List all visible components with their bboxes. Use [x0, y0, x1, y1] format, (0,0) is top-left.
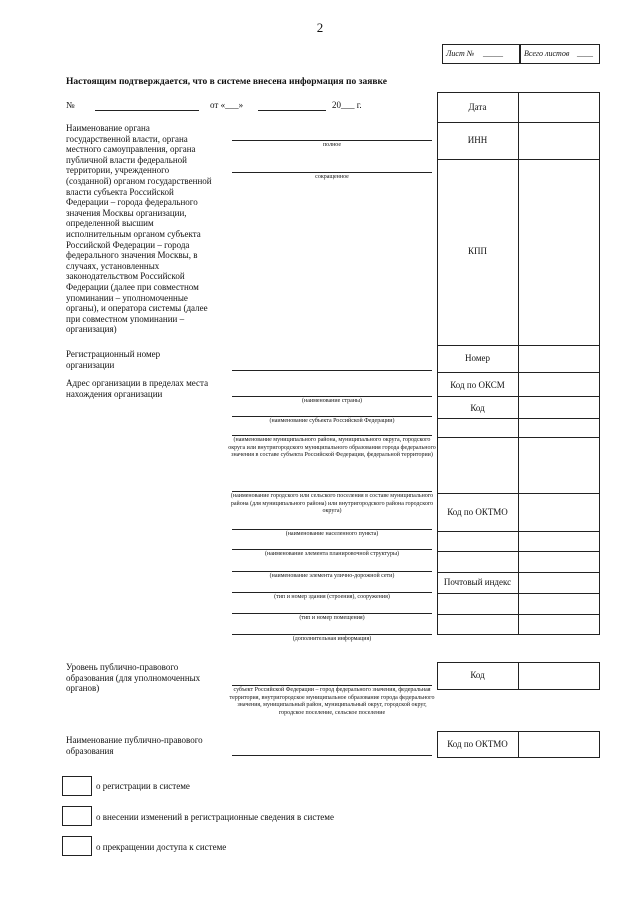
level-label: Уровень публично-правового образования (для уполномоченных органов) — [66, 662, 201, 694]
total-blank: ____ — [577, 49, 593, 58]
date-value[interactable] — [519, 93, 599, 121]
room-field[interactable] — [232, 613, 432, 614]
termination-checkbox[interactable] — [62, 836, 92, 856]
ppo-oktmo-value[interactable] — [519, 732, 599, 757]
reg-number-field[interactable] — [232, 370, 432, 371]
confirmation-heading: Настоящим подтверждается, что в системе внесена информация по заявке — [66, 77, 387, 87]
short-name-field[interactable] — [232, 172, 432, 173]
oktmo-label: Код по ОКТМО — [447, 507, 508, 517]
building-field[interactable] — [232, 592, 432, 593]
country-caption: (наименование страны) — [301, 398, 363, 404]
level-code-value[interactable] — [519, 663, 599, 689]
full-caption: полное — [322, 142, 342, 148]
country-field[interactable] — [232, 396, 432, 397]
extra-field[interactable] — [232, 634, 432, 635]
code-label: Код — [470, 403, 485, 413]
page-number: 2 — [316, 20, 324, 35]
oksm-value[interactable] — [519, 373, 599, 395]
subject-field[interactable] — [232, 416, 432, 417]
settlement-caption: (наименование городского или сельского поселения в составе муниципального района (для муниципального района) или внутригородского района городского округа) — [230, 493, 434, 514]
request-from-label: от «___» — [210, 100, 244, 110]
changes-checkbox-label: о внесении изменений в регистрационные сведения в системе — [96, 812, 334, 822]
planning-caption: (наименование элемента планировочной структуры) — [265, 551, 399, 557]
reg-number-label: Регистрационный номер организации — [66, 349, 161, 370]
building-caption: (тип и номер здания (строения), сооружения) — [274, 594, 390, 600]
oksm-label: Код по ОКСМ — [450, 380, 505, 390]
level-code-label: Код — [470, 670, 485, 680]
inn-label: ИНН — [467, 135, 488, 145]
subject-caption: (наименование субъекта Российской Федерации) — [269, 418, 395, 424]
request-no-label: № — [66, 100, 75, 110]
locality-caption: (наименование населенного пункта) — [285, 531, 379, 537]
extra-caption: (дополнительная информация) — [292, 636, 372, 642]
sheet-label: Лист № — [446, 49, 475, 58]
street-caption: (наименование элемента улично-дорожной сети) — [269, 573, 395, 579]
short-caption: сокращенное — [315, 174, 349, 180]
registration-checkbox-label: о регистрации в системе — [96, 781, 190, 791]
room-caption: (тип и номер помещения) — [299, 615, 365, 621]
ppo-name-label: Наименование публично-правового образования — [66, 735, 203, 756]
request-year: 20___ г. — [332, 100, 362, 110]
kpp-value[interactable] — [519, 160, 599, 344]
registration-checkbox[interactable] — [62, 776, 92, 796]
org-name-label: Наименование органа государственной власти, органа местного самоуправления, органа публичной власти федеральной территории, учрежденного (созданной) органом государственной власти субъекта Российской Федерации – города федерального значения Москвы организации, определенной высшим исполнительным органом субъекта Российской Федерации – города федерального значения Москвы, в случаях, установленных законодательством Российской Федерации (далее при совместном упоминании – уполномоченные органы), и оператора системы (далее при совместном упоминании – организация) — [66, 123, 212, 335]
request-no-line[interactable] — [95, 110, 199, 111]
settlement-field[interactable] — [232, 491, 432, 492]
inn-value[interactable] — [519, 123, 599, 158]
full-name-field[interactable] — [232, 140, 432, 141]
level-caption: субъект Российской Федерации – город федерального значения, федеральная территория, внутригородское муниципальное образование города федерального значения, муниципальный район, муниципальный округ, городской округ, городское поселение, сельское поселение — [229, 687, 435, 716]
kpp-label: КПП — [467, 246, 487, 256]
termination-checkbox-label: о прекращении доступа к системе — [96, 842, 227, 852]
municipal-field[interactable] — [232, 435, 432, 436]
request-month-line[interactable] — [258, 110, 326, 111]
locality-field[interactable] — [232, 529, 432, 530]
sheet-blank: _____ — [483, 49, 503, 58]
postal-label: Почтовый индекс — [443, 577, 512, 587]
total-sheets-box[interactable] — [520, 44, 600, 64]
date-label: Дата — [468, 102, 487, 112]
street-field[interactable] — [232, 571, 432, 572]
changes-checkbox[interactable] — [62, 806, 92, 826]
ppo-oktmo-label: Код по ОКТМО — [447, 739, 508, 749]
number-label: Номер — [464, 353, 491, 363]
total-sheets-label: Всего листов — [524, 49, 570, 58]
address-label: Адрес организации в пределах места нахождения организации — [66, 378, 209, 399]
number-value[interactable] — [519, 346, 599, 371]
planning-field[interactable] — [232, 549, 432, 550]
ppo-name-field[interactable] — [232, 755, 432, 756]
sheet-number-box[interactable] — [442, 44, 520, 64]
level-field[interactable] — [232, 685, 432, 686]
municipal-caption: (наименование муниципального района, муниципального округа, городского округа или внутригородского муниципального образования города федерального значения в составе субъекта Российской Федерации, федеральной территории) — [228, 437, 436, 458]
